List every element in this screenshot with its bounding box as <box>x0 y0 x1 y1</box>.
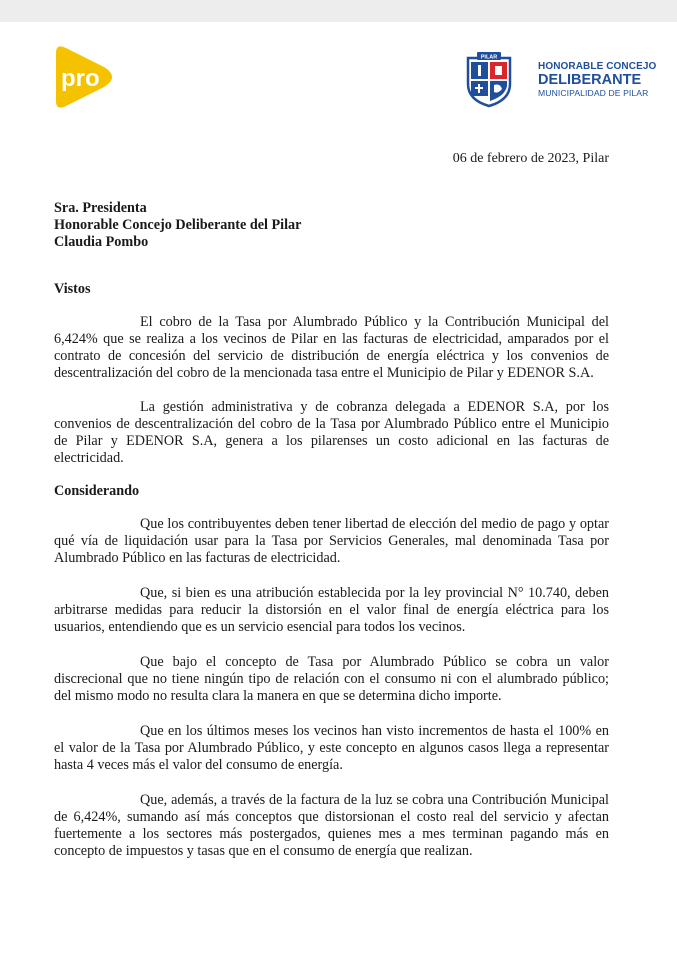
addressee-block <box>54 200 301 251</box>
hcd-wordmark <box>538 62 656 97</box>
addressee-title: Sra. Presidenta <box>54 200 147 216</box>
letter-body <box>54 281 609 860</box>
top-bar <box>0 0 677 22</box>
letter-date: 06 de febrero de 2023, Pilar <box>452 151 609 166</box>
considerando-paragraph: Que en los últimos meses los vecinos han visto incrementos de hasta el 100% en el valor de la Tasa por Alumbrado Público, y este concepto en algunos casos llega a representar hasta 4 veces más el valor del consumo de energía. <box>54 723 609 773</box>
vistos-paragraph: La gestión administrativa y de cobranza delegada a EDENOR S.A, por los convenios de descentralización del cobro de la Tasa por Alumbrado Público entre el Municipio de Pilar y EDENOR S.A, genera a los pilarenses un costo adicional en las facturas de electricidad. <box>54 399 609 466</box>
pro-logo-text: pro <box>61 65 100 92</box>
pro-logo <box>52 45 114 109</box>
vistos-heading: Vistos <box>54 281 91 297</box>
considerando-paragraph: Que, además, a través de la factura de la luz se cobra una Contribución Municipal de 6,424%, sumando así más conceptos que distorsionan el costo real del servicio y afectan fuertemente a los sectores más postergados, quienes mes a mes terminan pagando más en concepto de impuestos y tasas que en el consumo de energía que realizan. <box>54 792 609 859</box>
considerando-paragraph: Que los contribuyentes deben tener libertad de elección del medio de pago y optar qué vía de liquidación usar para la Tasa por Servicios Generales, mal denominada Tasa por Alumbrado Público en las facturas de electricidad. <box>54 516 609 566</box>
hcd-line2: DELIBERANTE <box>538 72 642 88</box>
hcd-shield-label: PILAR <box>480 54 498 61</box>
considerando-paragraph: Que, si bien es una atribución establecida por la ley provincial N° 10.740, deben arbitrarse medidas para reducir la distorsión en el valor final de energía eléctrica para los usuarios, entendiendo que es un servicio esencial para todos los vecinos. <box>54 585 609 635</box>
addressee-institution: Honorable Concejo Deliberante del Pilar <box>54 217 302 233</box>
hcd-shield-icon <box>462 50 516 108</box>
considerando-paragraph: Que bajo el concepto de Tasa por Alumbrado Público se cobra un valor discrecional que no tiene ningún tipo de relación con el consumo ni con el alumbrado público; del mismo modo no resulta clara la manera en que se determina dicho importe. <box>54 654 609 704</box>
considerando-heading: Considerando <box>54 483 140 499</box>
hcd-line1: HONORABLE CONCEJO <box>538 61 657 72</box>
hcd-logo <box>462 50 657 108</box>
vistos-paragraph: El cobro de la Tasa por Alumbrado Público y la Contribución Municipal del 6,424% que se realiza a los vecinos de Pilar en las facturas de electricidad, amparados por el contrato de concesión del servicio de distribución de energía eléctrica y los convenios de descentralización del cobro de la mencionada tasa entre el Municipio de Pilar y EDENOR S.A. <box>54 314 609 381</box>
hcd-line3: MUNICIPALIDAD DE PILAR <box>538 87 649 98</box>
addressee-name: Claudia Pombo <box>54 234 149 250</box>
